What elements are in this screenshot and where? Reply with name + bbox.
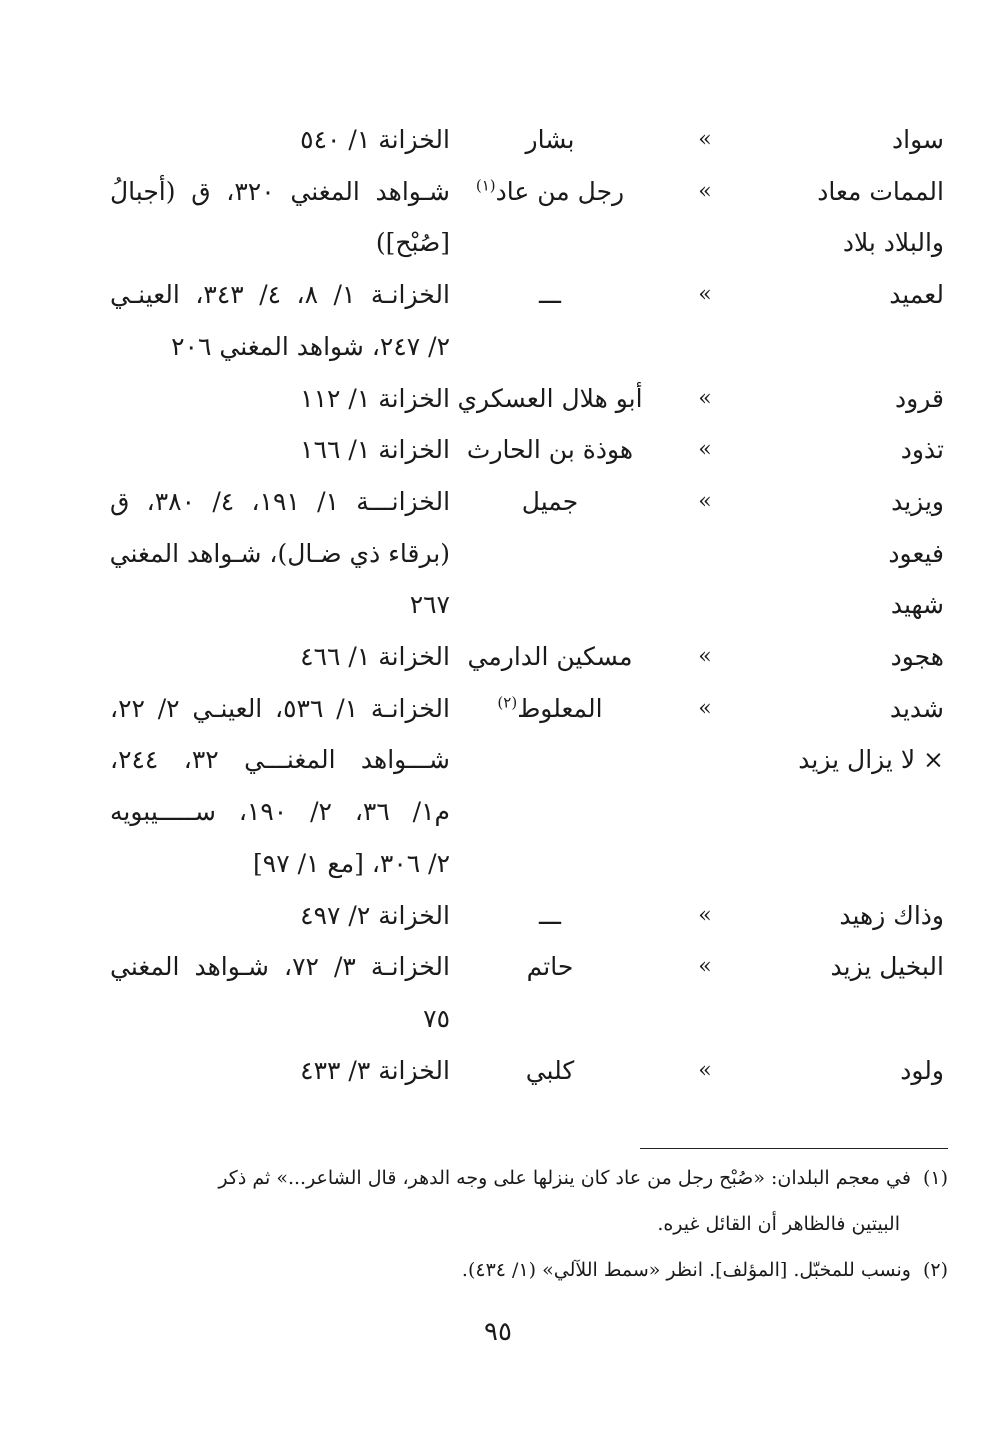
index-row xyxy=(0,734,996,786)
rhyme-word: ويزيد xyxy=(891,487,944,516)
poet-name-text: أبو هلال العسكري xyxy=(457,384,643,413)
index-row xyxy=(0,890,996,942)
index-row xyxy=(0,269,996,321)
page-number: ٩٥ xyxy=(484,1317,512,1347)
poet-name-text: ـــ xyxy=(539,901,561,930)
poet-name xyxy=(450,373,650,425)
index-row xyxy=(0,528,996,580)
source-reference: الخزانة ١/ ١١٢ xyxy=(300,384,450,413)
index-row xyxy=(0,786,996,838)
ditto-mark: » xyxy=(698,179,712,204)
rhyme-word: شديد xyxy=(889,694,944,723)
rhyme-word: وذاك زهيد xyxy=(839,901,944,930)
ditto-mark: » xyxy=(698,954,712,979)
ditto-mark: » xyxy=(698,1058,712,1083)
index-row xyxy=(0,683,996,735)
ditto-mark: » xyxy=(698,386,712,411)
ditto-mark: » xyxy=(698,127,712,152)
rhyme-word: تذود xyxy=(900,435,944,464)
index-row xyxy=(0,993,996,1045)
poet-name xyxy=(450,890,650,942)
source-reference: الخزانـة ٣/ ٧٢، شـواهد المغني xyxy=(110,952,450,981)
footnote-text: ونسب للمخبّل. [المؤلف]. انظر «سمط اللآلي» (١/ ٤٣٤). xyxy=(461,1259,911,1281)
rhyme-word: سواد xyxy=(892,125,944,154)
rhyme-word: هجود xyxy=(890,642,944,671)
source-reference: الخزانة ١/ ١٦٦ xyxy=(300,435,450,464)
footnote-number: (٢) xyxy=(922,1259,948,1281)
poet-name xyxy=(450,941,650,993)
poet-name xyxy=(450,683,650,735)
poet-name-text: المعلوط xyxy=(517,694,603,723)
poet-name xyxy=(450,424,650,476)
source-reference: ٢/ ٣٠٦، [مع ١/ ٩٧] xyxy=(253,849,450,878)
source-reference: الخزانـــة ١/ ١٩١، ٤/ ٣٨٠، ق xyxy=(110,487,451,516)
rhyme-word: فيعود xyxy=(888,539,944,568)
poet-name-text: مسكين الدارمي xyxy=(467,642,633,671)
footnote-2 xyxy=(108,1252,948,1288)
rhyme-word: قرود xyxy=(895,384,944,413)
source-reference: ٢/ ٢٤٧، شواهد المغني ٢٠٦ xyxy=(171,332,450,361)
ditto-mark: » xyxy=(698,903,712,928)
source-reference: م١/ ٣٦، ٢/ ١٩٠، ســـــيبويه xyxy=(110,797,450,826)
source-reference: شـــواهد المغنـــي ٣٢، ٢٤٤، xyxy=(110,745,450,774)
footnote-marker: (٢) xyxy=(497,693,518,712)
poet-name xyxy=(450,631,650,683)
index-row xyxy=(0,373,996,425)
source-reference: الخزانة ١/ ٥٤٠ xyxy=(300,125,450,154)
poet-name-text: جميل xyxy=(521,487,579,516)
footnote-text: في معجم البلدان: «صُبْح رجل من عاد كان ينزلها على وجه الدهر، قال الشاعر...» ثم ذكر xyxy=(218,1167,911,1189)
rhyme-word: × لا يزال يزيد xyxy=(798,745,944,774)
source-reference: الخزانة ٢/ ٤٩٧ xyxy=(300,901,450,930)
rhyme-word: شهيد xyxy=(890,590,944,619)
ditto-mark: » xyxy=(698,644,712,669)
footnote-1 xyxy=(108,1160,948,1196)
source-reference: (برقاء ذي ضـال)، شـواهد المغني xyxy=(109,539,450,568)
rhyme-word: والبلاد بلاد xyxy=(842,228,944,257)
index-row xyxy=(0,579,996,631)
poet-name xyxy=(450,1045,650,1097)
poet-name xyxy=(450,476,650,528)
source-reference: الخزانـة ١/ ٨، ٤/ ٣٤٣، العينـي xyxy=(110,280,450,309)
poet-name-text: ـــ xyxy=(539,280,561,309)
index-row xyxy=(0,321,996,373)
poet-name-text: حاتم xyxy=(526,952,574,981)
index-row xyxy=(0,631,996,683)
poet-name-text: كلبي xyxy=(525,1056,575,1085)
index-row xyxy=(0,941,996,993)
rhyme-word: البخيل يزيد xyxy=(830,952,944,981)
source-reference: شـواهد المغني ٣٢٠، ق (أجبالُ xyxy=(110,177,450,206)
ditto-mark: » xyxy=(698,696,712,721)
source-reference: ٢٦٧ xyxy=(409,590,450,619)
ditto-mark: » xyxy=(698,437,712,462)
source-reference: الخزانة ١/ ٤٦٦ xyxy=(300,642,450,671)
footnote-1-continuation: البيتين فالظاهر أن القائل غيره. xyxy=(657,1213,900,1235)
poet-name-text: هوذة بن الحارث xyxy=(466,435,634,464)
rhyme-word: الممات معاد xyxy=(817,177,944,206)
source-reference: [صُبْح]) xyxy=(375,228,450,257)
index-row xyxy=(0,476,996,528)
footnote-number: (١) xyxy=(922,1167,948,1189)
poet-name xyxy=(450,269,650,321)
index-row xyxy=(0,217,996,269)
source-reference: الخزانـة ١/ ٥٣٦، العينـي ٢/ ٢٢، xyxy=(110,694,450,723)
ditto-mark: » xyxy=(698,282,712,307)
index-row xyxy=(0,166,996,218)
index-row xyxy=(0,838,996,890)
poet-name-text: بشار xyxy=(525,125,575,154)
footnote-separator xyxy=(640,1148,948,1149)
index-row xyxy=(0,424,996,476)
rhyme-word: ولود xyxy=(900,1056,944,1085)
footnote-marker: (١) xyxy=(475,176,496,195)
source-reference: ٧٥ xyxy=(423,1004,450,1033)
ditto-mark: » xyxy=(698,489,712,514)
index-row xyxy=(0,114,996,166)
rhyme-word: لعميد xyxy=(889,280,944,309)
index-row xyxy=(0,1045,996,1097)
source-reference: الخزانة ٣/ ٤٣٣ xyxy=(300,1056,450,1085)
poet-name-text: رجل من عاد xyxy=(495,177,625,206)
poet-name xyxy=(450,114,650,166)
poet-name xyxy=(450,166,650,218)
